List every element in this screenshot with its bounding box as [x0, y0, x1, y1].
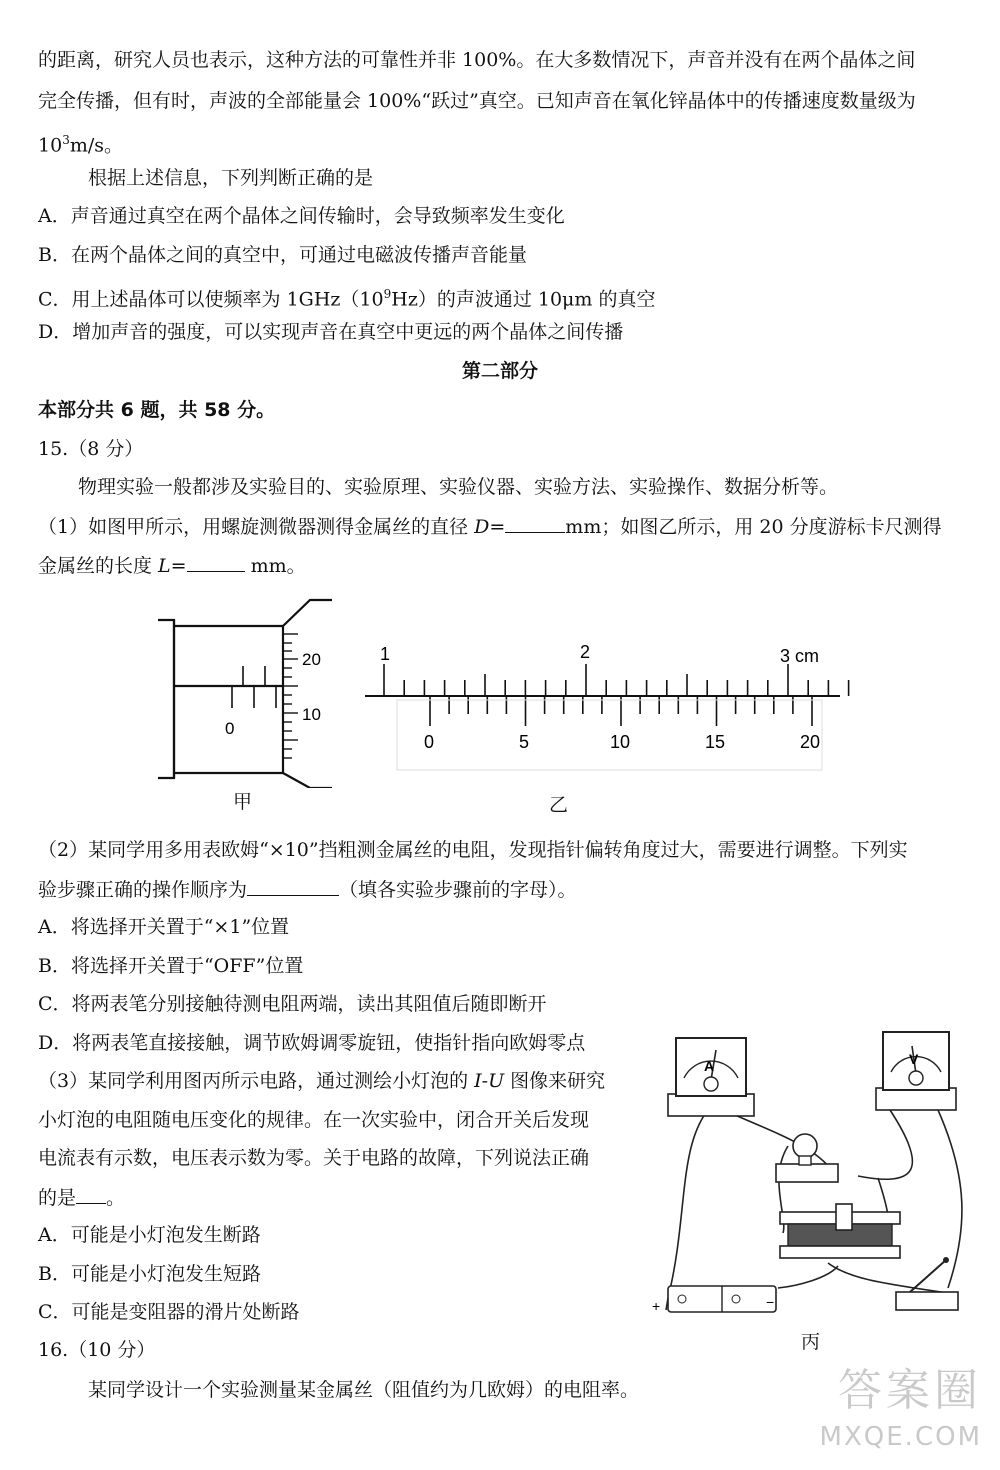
- question-15-heading: 15.（8 分）: [38, 438, 144, 460]
- vernier-label-20: 20: [800, 732, 821, 752]
- vernier-label-0: 0: [424, 732, 435, 752]
- figure-bing-caption: 丙: [801, 1331, 821, 1353]
- paragraph-line-1: 的距离，研究人员也表示，这种方法的可靠性并非 100%。在大多数情况下，声音并没有在两个晶体之间: [38, 49, 916, 71]
- battery-minus-sign: −: [766, 1294, 775, 1310]
- answer-blank-fault[interactable]: [76, 1185, 106, 1204]
- vernier-label-15: 15: [705, 732, 726, 752]
- question-14-option-d: D．增加声音的强度，可以实现声音在真空中更远的两个晶体之间传播: [38, 321, 624, 343]
- battery: [652, 1286, 776, 1314]
- question-14-stem: 根据上述信息，下列判断正确的是: [88, 167, 374, 189]
- main-scale-ticks: [384, 664, 849, 696]
- question-16-heading: 16.（10 分）: [38, 1339, 156, 1361]
- question-15-part-3-line-2: 小灯泡的电阻随电压变化的规律。在一次实验中，闭合开关后发现: [38, 1109, 590, 1131]
- question-15-part-1-line-1: （1）如图甲所示，用螺旋测微器测得金属丝的直径 D= mm；如图乙所示，用 20 分度游标卡尺测得: [38, 516, 942, 538]
- ammeter-label: A: [704, 1058, 715, 1074]
- part-3-option-c: C．可能是变阻器的滑片处断路: [38, 1301, 300, 1323]
- part-2-option-a: A．将选择开关置于“×1”位置: [38, 916, 290, 938]
- paragraph-line-2: 完全传播，但有时，声波的全部能量会 100%“跃过”真空。已知声音在氧化锌晶体中的传播速度数量级为: [38, 90, 916, 112]
- circuit-figure: [648, 1028, 978, 1328]
- part-2-option-b: B．将选择开关置于“OFF”位置: [38, 955, 304, 977]
- section-title: 第二部分: [461, 360, 538, 382]
- vernier-label-5: 5: [519, 732, 530, 752]
- micrometer-figure: [150, 598, 340, 788]
- question-15-part-3-line-4: 的是 。: [38, 1187, 126, 1209]
- question-15-part-2-line-2: 验步骤正确的操作顺序为 （填各实验步骤前的字母）。: [38, 879, 577, 901]
- ammeter: [668, 1038, 754, 1116]
- thimble-label-20: 20: [302, 650, 321, 669]
- paragraph-line-3: $10^3m/s$。: [38, 133, 123, 157]
- watermark-url: MXQE.COM: [819, 1422, 982, 1452]
- answer-blank-diameter[interactable]: [505, 514, 565, 533]
- question-14-option-b: B．在两个晶体之间的真空中，可通过电磁波传播声音能量: [38, 244, 527, 266]
- light-bulb: [776, 1134, 838, 1182]
- thimble-label-10: 10: [302, 705, 321, 724]
- main-label-2: 2: [580, 642, 591, 662]
- part-2-option-c: C．将两表笔分别接触待测电阻两端，读出其阻值后随即断开: [38, 993, 547, 1015]
- answer-blank-length[interactable]: [187, 553, 245, 572]
- question-15-part-1-line-2: 金属丝的长度 L= mm。: [38, 555, 306, 577]
- figure-jia-caption: 甲: [233, 791, 253, 813]
- section-intro: 本部分共 6 题，共 58 分。: [38, 399, 276, 421]
- question-14-option-a: A．声音通过真空在两个晶体之间传输时，会导致频率发生变化: [38, 205, 565, 227]
- watermark-logo: 答案圈: [838, 1365, 982, 1416]
- battery-plus-sign: +: [652, 1298, 661, 1314]
- answer-blank-order[interactable]: [247, 877, 339, 896]
- sleeve-label-0: 0: [225, 719, 235, 738]
- question-15-part-3-line-1: （3）某同学利用图丙所示电路，通过测绘小灯泡的 I-U 图像来研究: [38, 1070, 606, 1092]
- question-15-part-2-line-1: （2）某同学用多用表欧姆“×10”挡粗测金属丝的电阻，发现指针偏转角度过大，需要进行调整。下列实: [38, 839, 908, 861]
- vernier-label-10: 10: [610, 732, 631, 752]
- part-3-option-a: A．可能是小灯泡发生断路: [38, 1224, 261, 1246]
- part-2-option-d: D．将两表笔直接接触，调节欧姆调零旋钮，使指针指向欧姆零点: [38, 1032, 586, 1054]
- part-3-option-b: B．可能是小灯泡发生短路: [38, 1263, 261, 1285]
- voltmeter: [876, 1032, 956, 1110]
- question-15-part-3-line-3: 电流表有示数，电压表示数为零。关于电路的故障，下列说法正确: [38, 1147, 590, 1169]
- main-label-3cm: 3 cm: [780, 646, 820, 666]
- question-16-intro: 某同学设计一个实验测量某金属丝（阻值约为几欧姆）的电阻率。: [88, 1379, 640, 1401]
- question-15-intro: 物理实验一般都涉及实验目的、实验原理、实验仪器、实验方法、实验操作、数据分析等。: [78, 476, 839, 498]
- main-label-1: 1: [380, 644, 391, 664]
- voltmeter-label: V: [909, 1051, 919, 1067]
- figure-yi-caption: 乙: [549, 794, 569, 816]
- rheostat: [780, 1204, 900, 1258]
- question-14-option-c: C．用上述晶体可以使频率为 $1GHz(10^9Hz)$的声波通过 10μm 的真空: [38, 287, 656, 311]
- vernier-caliper-figure: [360, 630, 850, 780]
